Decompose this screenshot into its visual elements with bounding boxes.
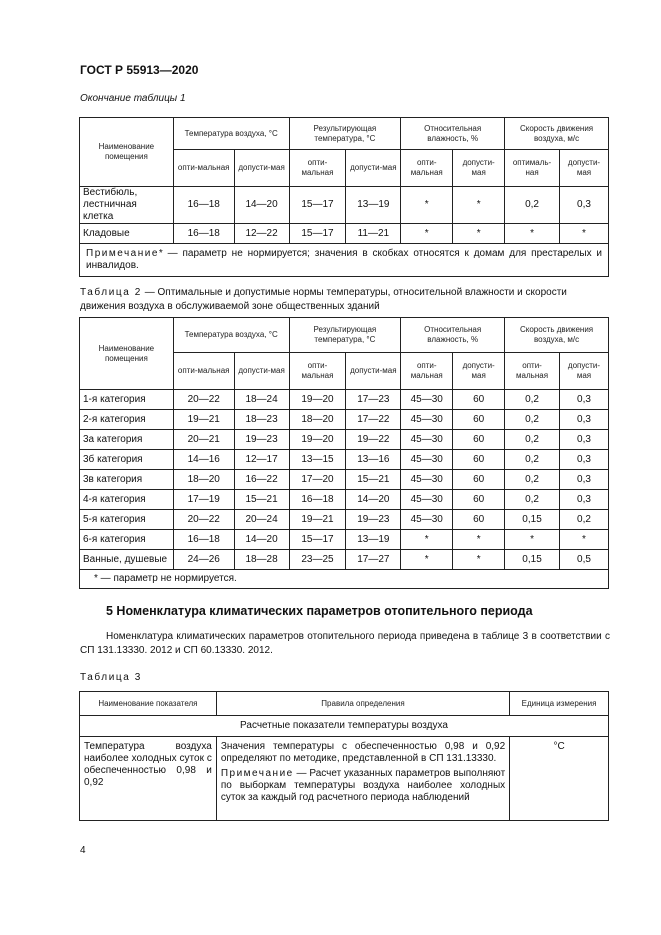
cell: 45—30	[401, 510, 453, 530]
cell: 0,5	[559, 550, 608, 570]
table-row	[80, 737, 609, 821]
cell: 11—21	[346, 224, 401, 244]
cell: 17—19	[173, 490, 234, 510]
cell: 0,15	[505, 550, 560, 570]
cell: 60	[453, 390, 505, 410]
t1-sub-opt: опти-мальная	[173, 150, 234, 187]
cell: 0,3	[559, 450, 608, 470]
cell: 0,3	[560, 187, 609, 224]
t3-row-note-label: Примечание	[220, 768, 294, 779]
cell-name: Вестибюль, лестничная клетка	[80, 187, 174, 224]
t2-header-result: Результирующая температура, °С	[289, 318, 401, 353]
cell: 60	[453, 430, 505, 450]
table2-caption-text: — Оптимальные и допустимые нормы температуры, относительной влажности и скорости движения воздуха в обслуживаемой зоне общественных зданий	[80, 287, 567, 312]
table2-caption	[80, 286, 610, 314]
cell: *	[453, 550, 505, 570]
cell: 0,15	[505, 510, 560, 530]
cell: 13—19	[346, 530, 401, 550]
cell: 0,2	[505, 430, 560, 450]
cell: *	[505, 530, 560, 550]
table-row	[80, 470, 609, 490]
cell: 14—20	[346, 490, 401, 510]
cell: 60	[453, 450, 505, 470]
cell: 0,2	[559, 510, 608, 530]
page-header-title: ГОСТ Р 55913—2020	[80, 63, 199, 77]
cell: 15—17	[289, 530, 346, 550]
t1-sub-opt: опти-мальная	[401, 150, 453, 187]
cell: 17—22	[346, 410, 401, 430]
cell: *	[401, 550, 453, 570]
cell-name: 1-я категория	[80, 390, 174, 410]
t2-header-name: Наименование помещения	[80, 318, 174, 390]
cell: *	[401, 530, 453, 550]
cell: 45—30	[401, 390, 453, 410]
cell: 0,2	[505, 390, 560, 410]
cell: 45—30	[401, 490, 453, 510]
t1-note	[80, 244, 609, 277]
t1-note-label: Примечание	[86, 248, 159, 259]
cell: 20—22	[173, 390, 234, 410]
table-row	[80, 450, 609, 470]
t3-row-rule-cell	[216, 737, 509, 821]
cell: 60	[453, 510, 505, 530]
cell: 17—20	[289, 470, 346, 490]
cell: 19—23	[346, 510, 401, 530]
t3-row-name: Температура воздуха наиболее холодных суток с обеспеченностью 0,98 и 0,92	[80, 737, 217, 821]
cell: 0,3	[559, 430, 608, 450]
cell: 19—20	[289, 430, 346, 450]
t2-sub-dop: допусти-мая	[453, 353, 505, 390]
cell-name: 2-я категория	[80, 410, 174, 430]
cell-name: 3а категория	[80, 430, 174, 450]
t1-sub-opt-speed: оптималь-ная	[505, 150, 560, 187]
cell: 0,2	[505, 470, 560, 490]
page-number: 4	[80, 845, 86, 856]
t2-sub-opt: опти-мальная	[173, 353, 234, 390]
section-5-heading: 5 Номенклатура климатических параметров отопительного периода	[106, 604, 533, 618]
t3-row-note-text: — Расчет указанных параметров выполняют по выборкам температуры воздуха наиболее холодных суток за каждый год расчетного периода наблюдений	[220, 768, 506, 803]
t2-sub-opt: опти-мальная	[289, 353, 346, 390]
cell: 45—30	[401, 450, 453, 470]
t1-note-text: * — параметр не нормируется; значения в скобках относятся к домам для престарелых и инвалидов.	[86, 248, 602, 271]
cell-name: 3б категория	[80, 450, 174, 470]
cell: *	[505, 224, 560, 244]
cell: 18—20	[289, 410, 346, 430]
cell: 20—24	[234, 510, 289, 530]
table-2	[79, 317, 609, 589]
t3-row-unit: °С	[510, 737, 609, 821]
cell: 60	[453, 410, 505, 430]
cell: 16—18	[173, 187, 234, 224]
cell: 15—17	[289, 224, 346, 244]
t2-sub-opt: опти-мальная	[401, 353, 453, 390]
t1-header-result: Результирующая температура, °С	[289, 118, 401, 150]
table-row	[80, 490, 609, 510]
t3-header-unit: Единица измерения	[510, 692, 609, 716]
cell: *	[559, 530, 608, 550]
cell: 23—25	[289, 550, 346, 570]
cell: 14—16	[173, 450, 234, 470]
cell: 18—20	[173, 470, 234, 490]
cell: 0,3	[559, 390, 608, 410]
table3-caption: Таблица 3	[80, 672, 142, 683]
table-row	[80, 224, 609, 244]
t3-group-row: Расчетные показатели температуры воздуха	[80, 716, 609, 737]
t1-sub-dop: допусти-мая	[560, 150, 609, 187]
table-row	[80, 390, 609, 410]
t2-sub-dop: допусти-мая	[346, 353, 401, 390]
table-row	[80, 410, 609, 430]
t2-header-speed: Скорость движения воздуха, м/с	[505, 318, 609, 353]
cell: 0,3	[559, 410, 608, 430]
table-row	[80, 430, 609, 450]
t1-header-temp: Температура воздуха, °С	[173, 118, 289, 150]
cell: 12—22	[234, 224, 289, 244]
cell: 13—16	[346, 450, 401, 470]
cell: *	[401, 224, 453, 244]
cell: 17—23	[346, 390, 401, 410]
cell: 60	[453, 490, 505, 510]
cell: 19—22	[346, 430, 401, 450]
t1-header-name: Наименование помещения	[80, 118, 174, 187]
t3-header-name: Наименование показателя	[80, 692, 217, 716]
cell: 15—17	[289, 187, 346, 224]
cell: 13—15	[289, 450, 346, 470]
cell: *	[453, 530, 505, 550]
table2-caption-label: Таблица 2	[80, 287, 142, 298]
cell: 19—23	[234, 430, 289, 450]
table-row	[80, 530, 609, 550]
cell: 16—18	[289, 490, 346, 510]
cell: 19—20	[289, 390, 346, 410]
cell: 15—21	[234, 490, 289, 510]
table-1	[79, 117, 609, 277]
cell: *	[453, 224, 505, 244]
cell: 60	[453, 470, 505, 490]
cell: 12—17	[234, 450, 289, 470]
cell: *	[560, 224, 609, 244]
cell: 24—26	[173, 550, 234, 570]
cell-name: Кладовые	[80, 224, 174, 244]
t1-sub-dop: допусти-мая	[234, 150, 289, 187]
table-3	[79, 691, 609, 821]
cell: 17—27	[346, 550, 401, 570]
cell: 19—21	[289, 510, 346, 530]
table-row	[80, 510, 609, 530]
cell: 45—30	[401, 410, 453, 430]
cell-name: 6-я категория	[80, 530, 174, 550]
cell-name: 5-я категория	[80, 510, 174, 530]
cell-name: Ванные, душевые	[80, 550, 174, 570]
t1-header-speed: Скорость движения воздуха, м/с	[505, 118, 609, 150]
t1-sub-opt: опти-мальная	[289, 150, 346, 187]
cell: 0,3	[559, 490, 608, 510]
cell: 0,2	[505, 410, 560, 430]
cell: 15—21	[346, 470, 401, 490]
cell: 18—23	[234, 410, 289, 430]
table-row	[80, 187, 609, 224]
cell: *	[401, 187, 453, 224]
table-row	[80, 550, 609, 570]
t3-header-rules: Правила определения	[216, 692, 509, 716]
cell: 16—18	[173, 530, 234, 550]
cell: 13—19	[346, 187, 401, 224]
t2-sub-dop: допусти-мая	[559, 353, 608, 390]
cell: 14—20	[234, 187, 289, 224]
t2-header-humidity: Относительная влажность, %	[401, 318, 505, 353]
cell-name: 4-я категория	[80, 490, 174, 510]
cell: 45—30	[401, 430, 453, 450]
cell: 19—21	[173, 410, 234, 430]
t2-footnote: * — параметр не нормируется.	[80, 570, 609, 589]
cell: 16—18	[173, 224, 234, 244]
cell: 18—28	[234, 550, 289, 570]
cell: 45—30	[401, 470, 453, 490]
t2-sub-dop: допусти-мая	[234, 353, 289, 390]
cell: 20—21	[173, 430, 234, 450]
t2-sub-opt: опти-мальная	[505, 353, 560, 390]
cell: 16—22	[234, 470, 289, 490]
cell: 0,2	[505, 490, 560, 510]
cell: *	[453, 187, 505, 224]
t2-header-temp: Температура воздуха, °С	[173, 318, 289, 353]
cell: 14—20	[234, 530, 289, 550]
cell: 20—22	[173, 510, 234, 530]
cell-name: 3в категория	[80, 470, 174, 490]
cell: 0,3	[559, 470, 608, 490]
table1-continuation-label: Окончание таблицы 1	[80, 93, 186, 104]
cell: 0,2	[505, 450, 560, 470]
section-5-paragraph: Номенклатура климатических параметров отопительного периода приведена в таблице 3 в соответствии с СП 131.13330. 2012 и СП 60.13330. 2012.	[80, 631, 610, 656]
cell: 0,2	[505, 187, 560, 224]
t3-row-note	[221, 768, 505, 804]
t1-header-humidity: Относительная влажность, %	[401, 118, 505, 150]
t1-sub-dop: допусти-мая	[346, 150, 401, 187]
cell: 18—24	[234, 390, 289, 410]
t3-row-rule: Значения температуры с обеспеченностью 0,98 и 0,92 определяют по методике, представленной в СП 131.13330.	[220, 741, 506, 764]
t1-sub-dop: допусти-мая	[453, 150, 505, 187]
